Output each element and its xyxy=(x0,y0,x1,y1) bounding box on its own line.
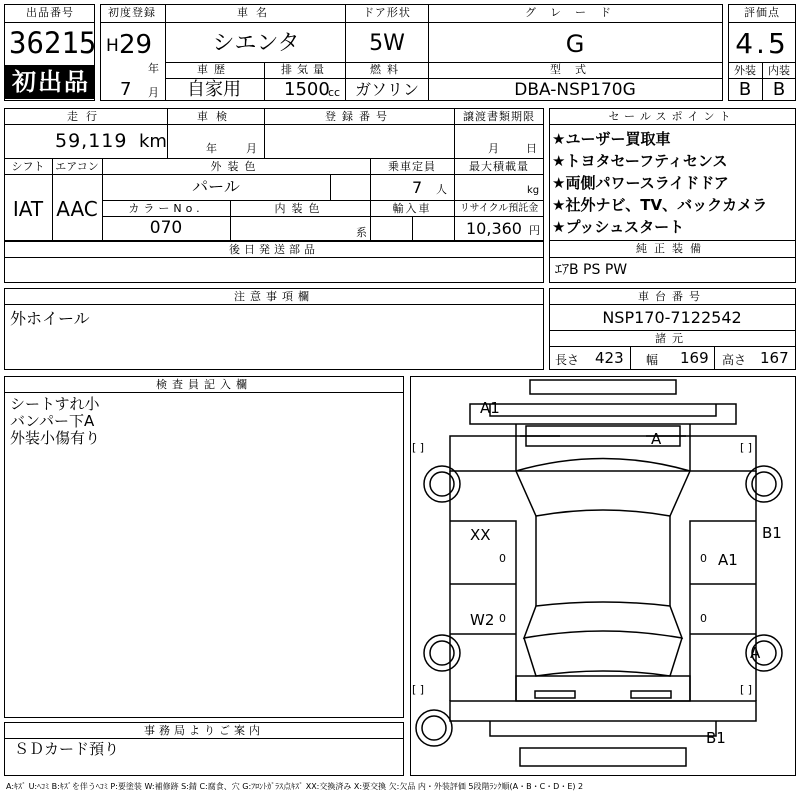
transfer-day-unit: 日 xyxy=(526,142,537,155)
bracket-left-top: [ ] xyxy=(412,441,425,454)
model-label: 型式 xyxy=(550,63,600,76)
int-color-label: 内装色 xyxy=(274,202,326,215)
ac-value: AAC xyxy=(56,197,98,221)
shift-value: IAT xyxy=(12,197,44,221)
inspection-month-unit: 月 xyxy=(246,142,257,155)
later-parts-label: 後日発送部品 xyxy=(229,243,319,256)
inspector-line: 外装小傷有り xyxy=(10,429,101,447)
model-value: DBA-NSP170G xyxy=(514,80,636,100)
sales-point-item: ★トヨタセーフティセンス xyxy=(552,152,728,170)
mark-right-rear-wheel: A xyxy=(750,644,761,662)
recycle-label: リサイクル預託金 xyxy=(459,203,539,214)
zero-mark: 0 xyxy=(700,612,707,625)
zero-mark: 0 xyxy=(700,552,707,565)
history-label: 車歴 xyxy=(197,63,231,76)
notes-value: 外ホイール xyxy=(10,309,90,328)
sales-point-item: ★プッシュスタート xyxy=(552,218,685,236)
inspection-label: 車検 xyxy=(197,110,235,123)
car-diagram xyxy=(410,376,796,776)
mark-left-front-door: XX xyxy=(470,526,491,544)
sales-point-item: ★社外ナビ、TV、バックカメラ xyxy=(552,196,768,214)
reg-no-label: 登録番号 xyxy=(325,110,393,123)
chassis-value: NSP170-7122542 xyxy=(602,308,742,327)
notes-label: 注意事項欄 xyxy=(234,290,314,303)
grade-label: グレード xyxy=(525,6,625,19)
recycle-value: 10,360 xyxy=(466,219,522,238)
lot-number: 36215 xyxy=(9,26,97,60)
equipment-value: ｴｱB PS PW xyxy=(555,262,628,278)
grade-value: G xyxy=(565,30,585,58)
chassis-label: 車台番号 xyxy=(638,290,706,303)
capacity-value: 7 xyxy=(412,178,423,197)
bracket-right-bottom: [ ] xyxy=(740,683,753,696)
exterior-score: B xyxy=(738,79,752,100)
history-value: 自家用 xyxy=(187,79,241,100)
displacement-label: 排気量 xyxy=(281,63,329,76)
interior-score: B xyxy=(772,79,786,100)
fuel-value: ガソリン xyxy=(354,80,420,99)
bracket-left-bottom: [ ] xyxy=(412,683,425,696)
ac-label: エアコン xyxy=(55,160,99,173)
office-label: 事務局よりご案内 xyxy=(144,724,264,737)
ext-color-label: 外装色 xyxy=(210,160,262,173)
registration-year-unit: 年 xyxy=(148,62,159,75)
color-no-value: 070 xyxy=(149,218,183,238)
equipment-label: 純正装備 xyxy=(636,242,708,255)
inspector-line: バンパー下A xyxy=(10,412,95,430)
int-color-unit: 系 xyxy=(356,226,367,239)
registration-year: 29 xyxy=(119,30,153,60)
sales-point-item: ★ユーザー買取車 xyxy=(552,130,671,148)
bracket-right-top: [ ] xyxy=(740,441,753,454)
transfer-month-unit: 月 xyxy=(488,142,499,155)
ext-color-value: パール xyxy=(192,177,240,196)
zero-mark: 0 xyxy=(499,612,506,625)
transfer-label: 譲渡書類期限 xyxy=(463,110,535,123)
capacity-label: 乗車定員 xyxy=(388,160,436,173)
exterior-label: 外装 xyxy=(734,64,756,77)
mark-left-rear-door: W2 xyxy=(470,611,495,629)
inspection-year-unit: 年 xyxy=(206,142,217,155)
width-label: 幅 xyxy=(646,353,659,367)
sales-points-label: セールスポイント xyxy=(608,110,736,123)
registration-era: H xyxy=(106,36,119,56)
score-label: 評価点 xyxy=(744,6,780,19)
score-value: 4.5 xyxy=(735,27,789,60)
office-value: ＳＤカード預り xyxy=(14,740,120,758)
mark-right-quarter: B1 xyxy=(762,524,782,542)
mileage-value: 59,119 xyxy=(55,130,128,152)
lot-label: 出品番号 xyxy=(26,6,74,19)
length-label: 長さ xyxy=(555,353,580,367)
car-name-label: 車名 xyxy=(237,6,275,19)
load-label: 最大積載量 xyxy=(469,160,529,173)
mileage-label: 走行 xyxy=(67,110,105,123)
door-value: 5W xyxy=(369,31,405,56)
registration-month: 7 xyxy=(120,79,132,100)
zero-mark: 0 xyxy=(499,552,506,565)
registration-month-unit: 月 xyxy=(148,86,159,99)
mark-rear-bumper: B1 xyxy=(706,729,726,747)
shift-label: シフト xyxy=(11,160,45,173)
first-listing-badge-text: 初出品 xyxy=(12,68,90,96)
mileage-unit: km xyxy=(139,131,167,152)
door-label: ドア形状 xyxy=(363,6,411,19)
displacement-value: 1500 xyxy=(284,79,330,100)
mark-right-door: A1 xyxy=(718,551,738,569)
sales-point-item: ★両側パワースライドドア xyxy=(552,174,729,192)
import-label: 輸入車 xyxy=(392,202,432,215)
capacity-unit: 人 xyxy=(436,183,447,196)
inspector-line: シートすれ小 xyxy=(10,395,100,413)
color-no-label: カラーNo. xyxy=(128,202,204,215)
car-name: シエンタ xyxy=(212,31,300,56)
height-value: 167 xyxy=(760,349,789,367)
mark-windshield: A xyxy=(651,430,662,448)
interior-label: 内装 xyxy=(768,64,790,77)
width-value: 169 xyxy=(680,349,709,367)
load-unit: kg xyxy=(527,185,540,196)
dims-label: 諸元 xyxy=(655,332,689,345)
legend-footer: A:ｷｽﾞ U:ﾍｺﾐ B:ｷｽﾞを伴うﾍｺﾐ P:要塗装 W:補修跡 S:錆 C:腐食、穴 G:ﾌﾛﾝﾄｶﾞﾗｽ点ｷｽﾞ XX:交換済み X:要交換 欠:欠品 内・外装評価 5段階ﾗﾝｸ順(A・B・C・D・E) 2 xyxy=(6,782,584,791)
inspector-label: 検査員記入欄 xyxy=(156,378,252,391)
fuel-label: 燃料 xyxy=(370,63,404,76)
recycle-unit: 円 xyxy=(529,224,540,237)
length-value: 423 xyxy=(595,349,624,367)
mark-front-left-bumper: A1 xyxy=(480,399,500,417)
registration-label: 初度登録 xyxy=(108,6,156,19)
displacement-unit: cc xyxy=(328,86,341,99)
height-label: 高さ xyxy=(722,353,747,367)
